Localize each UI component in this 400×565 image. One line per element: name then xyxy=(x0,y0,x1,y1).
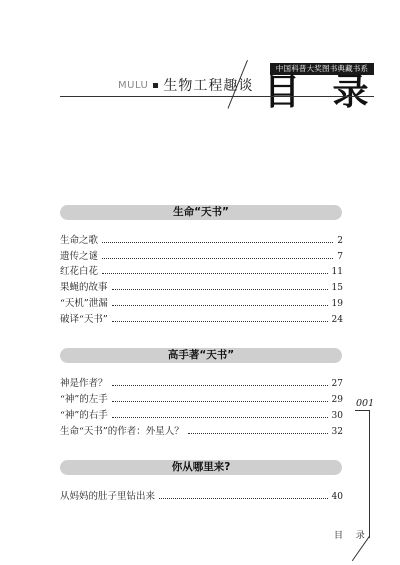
dot-leader xyxy=(159,490,328,499)
entry-title: “神”的右手 xyxy=(60,410,108,421)
dot-leader xyxy=(102,265,328,274)
dot-leader xyxy=(112,409,328,418)
margin-tick xyxy=(355,410,370,411)
entry-page-number: 15 xyxy=(331,283,343,293)
entry-page-number: 2 xyxy=(337,236,343,246)
entry-title: 果蝇的故事 xyxy=(60,282,108,293)
entry-title: 遗传之谜 xyxy=(60,251,99,262)
dot-leader xyxy=(102,250,333,259)
entry-title: 破译“天书” xyxy=(60,314,108,325)
toc-entry[interactable] xyxy=(60,393,343,407)
entry-title: 红花白花 xyxy=(60,266,99,277)
entry-page-number: 30 xyxy=(331,411,343,421)
toc-entry[interactable] xyxy=(60,313,343,327)
square-bullet-icon xyxy=(153,83,158,88)
toc-entry[interactable] xyxy=(60,234,343,248)
series-badge: 中国科普大奖图书典藏书系 xyxy=(270,63,374,75)
entry-page-number: 40 xyxy=(331,492,343,502)
entry-page-number: 19 xyxy=(331,299,343,309)
page-number: 001 xyxy=(356,398,375,409)
entry-page-number: 7 xyxy=(337,252,343,262)
toc-entry[interactable] xyxy=(60,490,343,504)
dot-leader xyxy=(188,425,328,434)
margin-rule xyxy=(369,410,370,538)
entry-title: 神是作者？ xyxy=(60,378,108,389)
entry-title: “神”的左手 xyxy=(60,394,108,405)
toc-entry[interactable] xyxy=(60,250,343,264)
entry-title: 生命“天书”的作者：外星人？ xyxy=(60,426,184,437)
entry-page-number: 27 xyxy=(331,379,343,389)
entry-title: 从妈妈的肚子里钻出来 xyxy=(60,491,156,502)
toc-entry[interactable] xyxy=(60,265,343,279)
section-heading: 生命“天书” xyxy=(60,205,342,220)
toc-entry[interactable] xyxy=(60,425,343,439)
entry-page-number: 11 xyxy=(331,267,343,277)
dot-leader xyxy=(102,234,333,243)
section-heading: 你从哪里来? xyxy=(60,460,342,475)
header-rule xyxy=(60,96,374,97)
dot-leader xyxy=(112,377,328,386)
toc-entry[interactable] xyxy=(60,281,343,295)
entry-title: “天机”泄漏 xyxy=(60,298,108,309)
dot-leader xyxy=(112,281,328,290)
toc-entry[interactable] xyxy=(60,409,343,423)
book-title-line xyxy=(118,75,253,95)
entry-page-number: 24 xyxy=(331,315,343,325)
entry-page-number: 32 xyxy=(331,427,343,437)
dot-leader xyxy=(112,297,328,306)
dot-leader xyxy=(112,393,328,402)
entry-page-number: 29 xyxy=(331,395,343,405)
footer-label: 目 录 xyxy=(334,531,370,541)
toc-entry[interactable] xyxy=(60,377,343,391)
toc-entry[interactable] xyxy=(60,297,343,311)
section-heading: 高手著“天书” xyxy=(60,348,342,363)
entry-title: 生命之歌 xyxy=(60,235,99,246)
mulu-label: MULU xyxy=(118,79,149,91)
book-title: 生物工程趣谈 xyxy=(163,78,254,94)
page-title: 目 录 xyxy=(264,71,379,113)
dot-leader xyxy=(112,313,328,322)
